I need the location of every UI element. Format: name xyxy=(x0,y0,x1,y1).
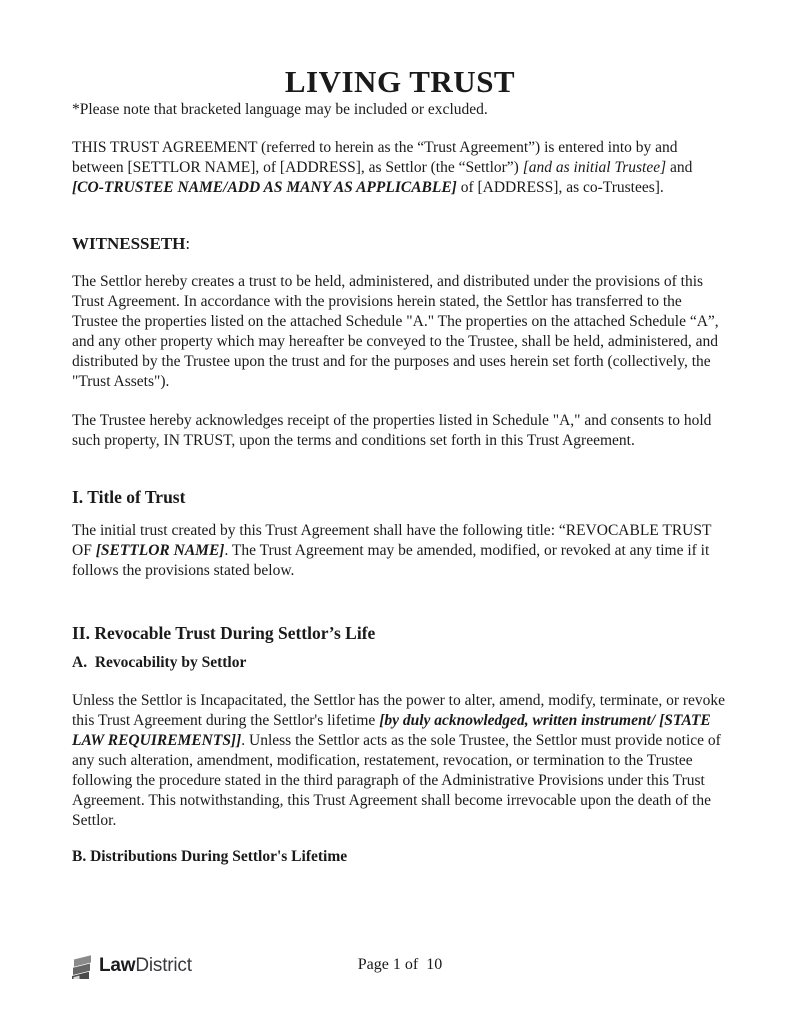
document-content xyxy=(0,64,800,867)
text-segment-plain: The Settlor hereby creates a trust to be held, administered, and distributed under the provisions of this Trust Agreement. In accordance with the provisions herein stated, the Settlor has transferred to the Trustee the properties listed on the attached Schedule "A." The properties on the attached Schedule “A”, and any other property which may hereafter be conveyed to the Trustee, shall be held, administered, and distributed by the Trustee upon the trust and for the purposes and uses herein set forth (collectively, the "Trust Assets"). xyxy=(72,273,723,390)
page-footer xyxy=(0,950,800,992)
text-segment-plain: Unless the Settlor is Incapacitated, the Settlor has the power to alter, amend, modify, terminate, or revoke this Trust Agreement during the Settlor's lifetime xyxy=(72,692,729,729)
logo-law-text: Law xyxy=(99,954,136,976)
text-segment-plain: THIS TRUST AGREEMENT (referred to herein as the “Trust Agreement”) is entered into by and between [SETTLOR NAME], of [ADDRESS], as Settlor (the “Settlor”) xyxy=(72,139,682,176)
trust-creation-paragraph xyxy=(72,272,728,392)
text-segment-plain: of [ADDRESS], as co-Trustees]. xyxy=(456,179,664,196)
text-segment-plain: The initial trust created by this Trust Agreement shall have the following title: “REVOCABLE TRUST OF xyxy=(72,522,716,559)
text-segment-plain: II. Revocable Trust During Settlor’s Life xyxy=(72,623,376,643)
document-title: LIVING TRUST xyxy=(284,64,516,99)
document-body xyxy=(72,138,728,867)
text-segment-italic: [and as initial Trustee] xyxy=(522,159,667,176)
section-1-heading xyxy=(72,485,728,509)
text-segment-plain: The Trustee hereby acknowledges receipt of the properties listed in Schedule "A," and consents to hold such property, IN TRUST, upon the terms and conditions set forth in this Trust Agreement. xyxy=(72,412,716,449)
text-segment-bold: WITNESSETH xyxy=(72,234,186,253)
subsection-b-heading xyxy=(72,847,728,867)
witnesseth-heading xyxy=(72,232,728,256)
text-segment-plain: A. Revocability by Settlor xyxy=(72,654,247,671)
revocability-paragraph xyxy=(72,691,728,831)
logo-district-text: District xyxy=(135,954,192,976)
text-segment-bolditalic: [by duly acknowledged, written instrument/ [STATE LAW REQUIREMENTS]] xyxy=(72,712,715,749)
text-segment-plain: I. Title of Trust xyxy=(72,487,186,507)
text-segment-plain: and xyxy=(666,159,697,176)
page-number: Page 1 of 10 xyxy=(357,956,443,973)
bracketed-language-note: *Please note that bracketed language may be included or excluded. xyxy=(72,101,488,118)
trustee-acknowledgement-paragraph xyxy=(72,411,728,451)
text-segment-plain: : xyxy=(185,234,191,253)
text-segment-plain: . Unless the Settlor acts as the sole Trustee, the Settlor must provide notice of any such alteration, amendment, modification, restatement, revocation, or termination to the Trustee following the procedure stated in the third paragraph of the Administrative Provisions under this Trust Agreement. This notwithstanding, this Trust Agreement shall become irrevocable upon the death of the Settlor. xyxy=(72,732,725,829)
section-2-heading xyxy=(72,621,728,645)
intro-paragraph xyxy=(72,138,728,198)
text-segment-bolditalic: [SETTLOR NAME] xyxy=(95,542,225,559)
text-segment-plain: B. Distributions During Settlor's Lifetime xyxy=(72,848,348,865)
text-segment-plain: . The Trust Agreement may be amended, modified, or revoked at any time if it follows the provisions stated below. xyxy=(72,542,714,579)
title-of-trust-paragraph xyxy=(72,521,728,581)
subsection-a-heading xyxy=(72,653,728,673)
text-segment-bolditalic: [CO-TRUSTEE NAME/ADD AS MANY AS APPLICABLE] xyxy=(72,179,457,196)
